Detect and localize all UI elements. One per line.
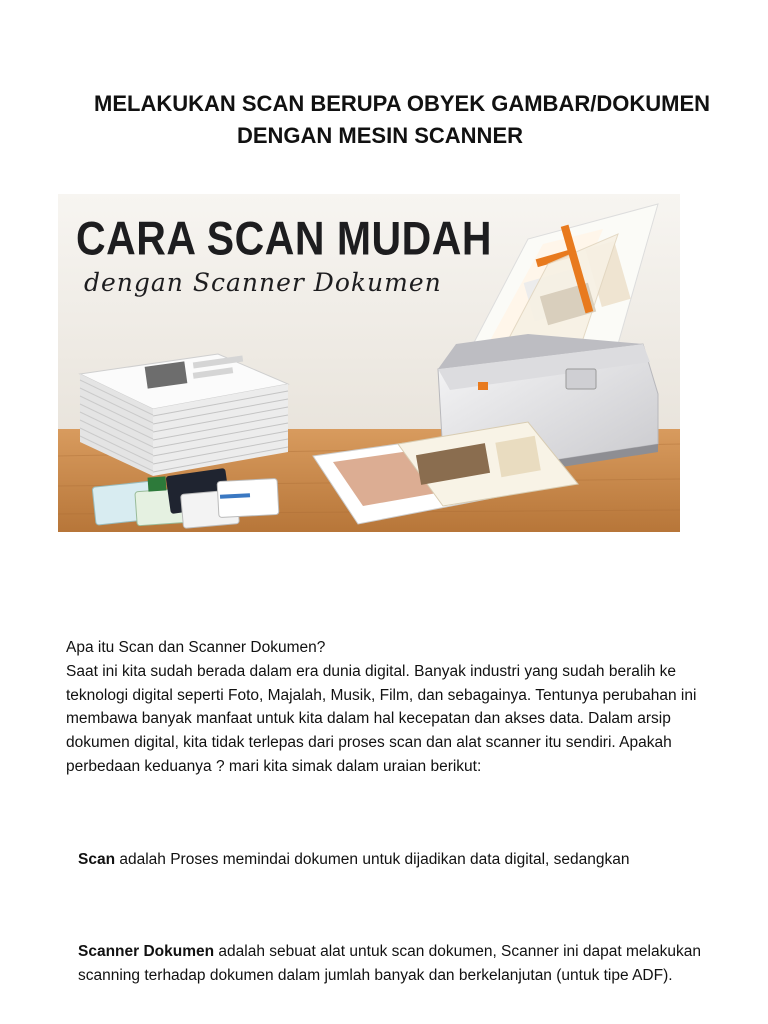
definition-term: Scan <box>78 851 116 868</box>
hero-image <box>58 194 680 532</box>
title-line-2: DENGAN MESIN SCANNER <box>236 123 524 148</box>
definition-text: adalah Proses memindai dokumen untuk dijadikan data digital, sedangkan <box>115 851 630 868</box>
definition-scan <box>78 848 708 872</box>
intro-paragraph: Saat ini kita sudah berada dalam era dunia digital. Banyak industri yang sudah beralih ke teknologi digital seperti Foto, Majalah, Musik, Film, dan sebagainya. Tentunya perubahan ini membawa banyak manfaat untuk kita dalam hal kecepatan dan akses data. Dalam arsip dokumen digital, kita tidak terlepas dari proses scan dan alat scanner itu sendiri. Apakah perbedaan keduanya ? mari kita simak dalam uraian berikut: <box>66 662 697 775</box>
intro-heading: Apa itu Scan dan Scanner Dokumen? <box>66 639 326 656</box>
hero-subheadline: dengan Scanner Dokumen <box>84 268 442 297</box>
intro-section <box>66 636 706 779</box>
definition-scanner-dokumen <box>78 940 708 988</box>
definition-text: adalah sebuat alat untuk scan dokumen, Scanner ini dapat melakukan scanning terhadap dokumen dalam jumlah banyak dan berkelanjutan (untuk tipe ADF). <box>78 943 701 984</box>
title-line-1: MELAKUKAN SCAN BERUPA OBYEK GAMBAR/DOKUMEN <box>94 91 710 116</box>
hero-headline: CARA SCAN MUDAH <box>76 212 492 265</box>
document-title <box>0 88 768 152</box>
definition-term: Scanner Dokumen <box>78 943 215 960</box>
